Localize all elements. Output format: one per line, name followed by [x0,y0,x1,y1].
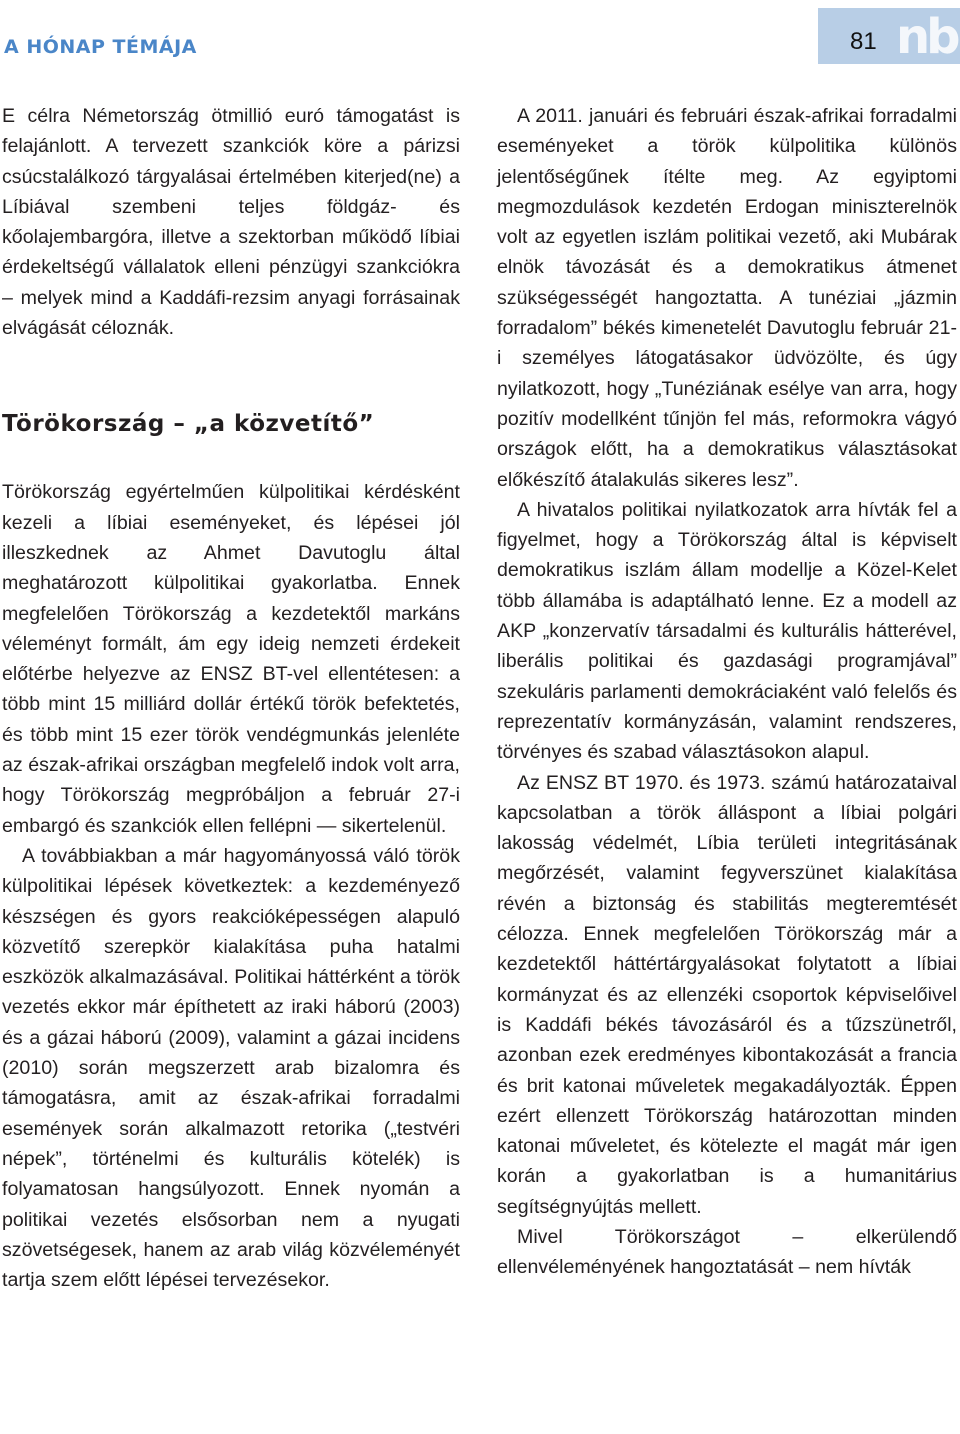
body-paragraph: Mivel Törökországot – elkerülendő ellenvéleményének hangoztatását – nem hívták [497,1225,957,1279]
body-paragraph: A hivatalos politikai nyilatkozatok arra hívták fel a figyelmet, hogy a Törökország által is képviselt demokratikus iszlám állam modellje a Közel-Kelet több államába is adaptálható lenne. Ez a modell az AKP „konzervatív társadalmi és kulturális hátterével, liberális politikai és gazdasági programjával” szekuláris parlamenti demokráciaként való felelős és reprezentatív kormányzásán, valamint rendszeres, törvényes és szabad választásokon alapul. [497,498,957,764]
section-heading: Törökország – „a közvetítő” [2,411,375,438]
magazine-logo: nb [896,9,957,65]
body-paragraph: E célra Németország ötmillió euró támogatást is felajánlott. A tervezett szankciók köre a párizsi csúcstalálkozó tárgyalásai értelmében kiterjed(ne) a Líbiával szembeni teljes földgáz- és kőolajembargóra, illetve a szektorban működő líbiai érdekeltségű vállalatok elleni pénzügyi szankciókra – melyek mind a Kaddáfi-rezsim anyagi forrásainak elvágását céloznák. [2,105,460,340]
body-paragraph: A továbbiakban a már hagyományossá váló török külpolitikai lépések következtek: a kezdeményező készségen és gyors reakcióképességen alapuló közvetítő szerepkör kialakítása puha hatalmi eszközök alkalmazásával. Politikai háttérként a török vezetés ekkor már építhetett az iraki háború (2003) és a gázai háború (2009), valamint a gázai incidens (2010) során megszerzett arab bizalomra és támogatásra, amit az észak-afrikai forradalmi események során alkalmazott retorika („testvéri népek”, történelmi és kulturális kötelék) is folyamatosan hangsúlyozott. Ennek nyomán a politikai vezetés elsősorban nem a nyugati szövetségesek, hanem az arab világ közvéleményét tartja szem előtt lépései tervezésekor. [2,844,460,1292]
page-number: 81 [850,28,877,55]
left-column [2,101,460,1295]
body-paragraph: Az ENSZ BT 1970. és 1973. számú határozataival kapcsolatban a török álláspont a líbiai polgári lakosság védelmét, Líbia területi integritásának megőrzését, valamint fegyverszünet kialakítása révén a biztonság és stabilitás megteremtését célozza. Ennek megfelelően Törökország már a kezdetektől háttértárgyalásokat folytatott a líbiai kormányzat és az ellenzéki csoportok képviselőivel is Kaddáfi békés távozásáról és a tűzszünetről, azonban ezek eredményes kibontakozását a francia és brit katonai műveletek megakadályozták. Éppen ezért ellenzett Törökország határozottan minden katonai műveletet, és kötelezte el magát már igen korán a gyakorlatban is a humanitárius segítségnyújtás mellett. [497,771,957,1218]
right-column [497,101,957,1283]
body-paragraph: A 2011. januári és februári észak-afrikai forradalmi eseményeket a török külpolitika különös jelentőségűnek ítélte meg. Az egyiptomi megmozdulások kezdetén Erdogan miniszterelnök volt az egyetlen iszlám politikai vezető, aki Mubárak elnök távozását és a demokratikus átmenet szükségességét hangoztatta. A tunéziai „jázmin forradalom” békés kimenetelét Davutoglu február 21-i személyes látogatásakor üdvözölte, és úgy nyilatkozott, hogy „Tunéziának esélye van arra, hogy pozitív modellként tűnjön fel más, reformokra vágyó országok előtt, ha a demokratikus választásokat előkészítő átalakulás sikeres lesz”. [497,105,957,491]
body-paragraph: Törökország egyértelműen külpolitikai kérdésként kezeli a líbiai eseményeket, és lépései jól illeszkednek az Ahmet Davutoglu által meghatározott külpolitikai gyakorlatba. Ennek megfelelően Törökország a kezdetektől markáns véleményt formált, ám egy ideig nemzeti érdekeit előtérbe helyezve az ENSZ BT-vel ellentétesen: a több mint 15 milliárd dollár értékű török befektetés, és több mint 15 ezer török vendégmunkás jelenléte az észak-afrikai országban megfelelő indok volt arra, hogy Törökország megpróbáljon a február 27-i embargó és szankciók ellen fellépni — sikertelenül. [2,481,460,837]
section-title: A HÓNAP TÉMÁJA [4,36,197,58]
